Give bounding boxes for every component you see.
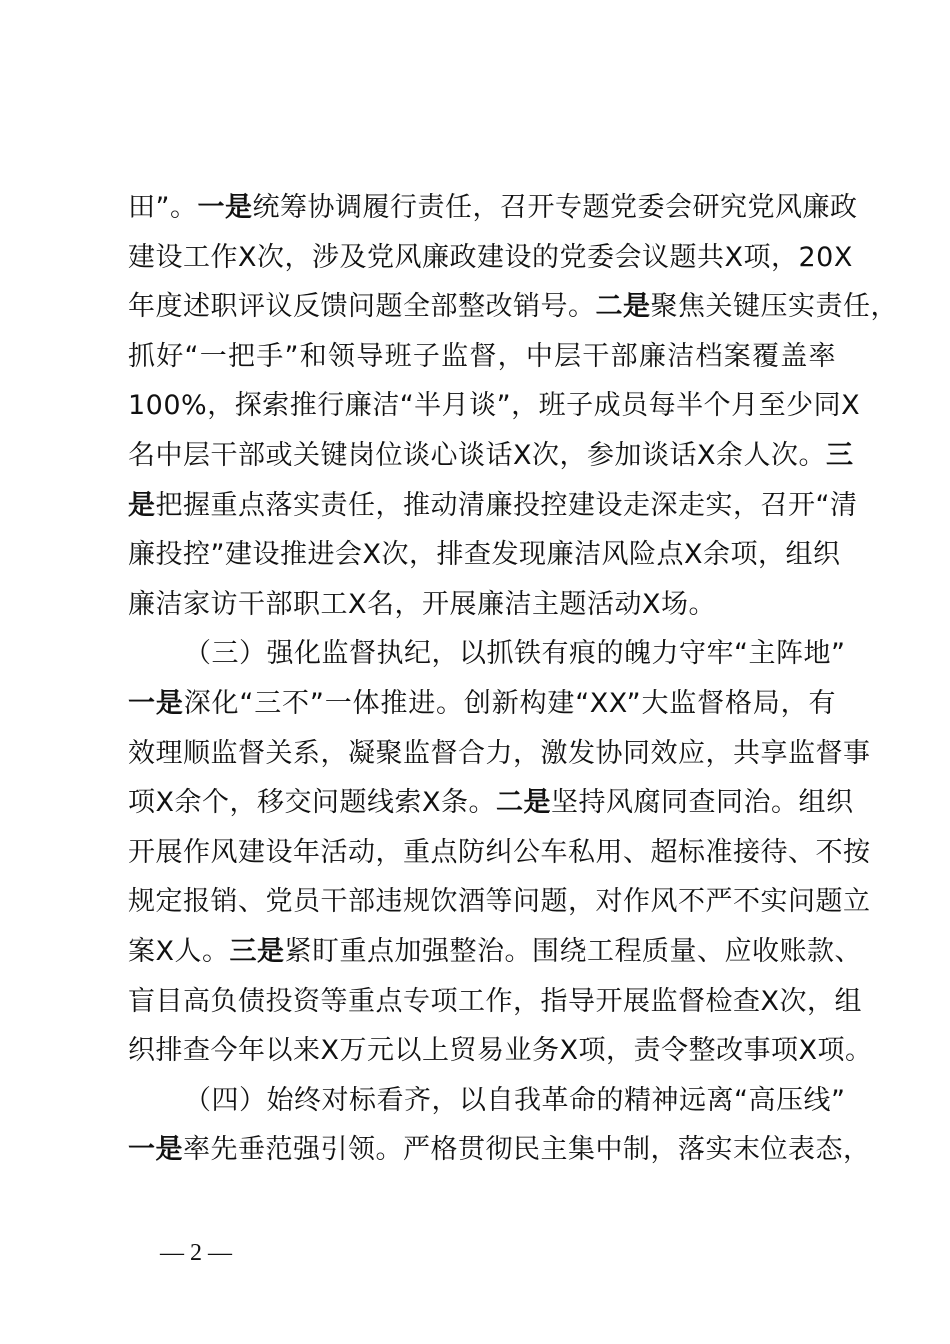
body-line bbox=[128, 783, 854, 823]
text-span: 廉洁家访干部职工X名，开展廉洁主题活动X场。 bbox=[128, 588, 716, 620]
text-span: 案X人。 bbox=[128, 936, 230, 967]
text-span: 聚焦关键压实责任， bbox=[650, 291, 898, 323]
emphasis-text: 是 bbox=[128, 489, 156, 521]
text-span: 建设工作X次，涉及党风廉政建设的党委会议题共X项，20X bbox=[128, 241, 853, 273]
text-span: 盲目高负债投资等重点专项工作，指导开展监督检查X次，组 bbox=[128, 985, 862, 1017]
body-line bbox=[128, 734, 871, 774]
text-span: （三）强化监督执纪，以抓铁有痕的魄力守牢“主阵地” bbox=[184, 638, 846, 670]
body-line bbox=[128, 287, 898, 327]
body-line bbox=[128, 684, 836, 724]
text-span: （四）始终对标看齐，以自我革命的精神远离“高压线” bbox=[184, 1084, 846, 1116]
emphasis-text: 一是 bbox=[128, 688, 184, 719]
text-span: 廉投控”建设推进会X次，排查发现廉洁风险点X余项，组织 bbox=[128, 539, 841, 571]
body-line bbox=[128, 486, 858, 526]
body-line bbox=[128, 238, 853, 278]
text-span: 把握重点落实责任，推动清廉投控建设走深走实，召开“清 bbox=[155, 489, 858, 521]
text-span: 规定报销、党员干部违规饮酒等问题，对作风不严不实问题立 bbox=[128, 886, 871, 918]
page-number: — 2 — bbox=[160, 1240, 232, 1266]
text-span: 深化“三不”一体推进。创新构建“XX”大监督格局，有 bbox=[183, 688, 836, 719]
text-span: 100%，探索推行廉洁“半月谈”，班子成员每半个月至少同X bbox=[128, 390, 861, 422]
body-line bbox=[128, 436, 854, 476]
text-span: 开展作风建设年活动，重点防纠公车私用、超标准接待、不按 bbox=[128, 836, 871, 868]
text-span: 田”。 bbox=[128, 192, 198, 223]
text-span: 坚持风腐同查同治。组织 bbox=[551, 787, 854, 819]
text-span: 年度述职评议反馈问题全部整改销号。 bbox=[128, 291, 596, 323]
body-line bbox=[128, 882, 871, 922]
body-line bbox=[128, 932, 862, 972]
text-span: 名中层干部或关键岗位谈心谈话X次，参加谈话X余人次。 bbox=[128, 440, 826, 471]
text-span: 项X余个，移交问题线索X条。 bbox=[128, 787, 496, 819]
body-line bbox=[128, 386, 861, 426]
emphasis-text: 二是 bbox=[496, 787, 551, 819]
section-heading bbox=[184, 1081, 846, 1121]
text-span: 紧盯重点加强整治。围绕工程质量、应收账款、 bbox=[284, 936, 862, 967]
body-line bbox=[128, 982, 862, 1022]
body-line bbox=[128, 1130, 871, 1170]
body-line bbox=[128, 833, 871, 873]
body-line bbox=[128, 188, 858, 228]
text-span: 效理顺监督关系，凝聚监督合力，激发协同效应，共享监督事 bbox=[128, 737, 871, 769]
emphasis-text: 三是 bbox=[229, 936, 285, 967]
emphasis-text: 三 bbox=[826, 440, 854, 471]
text-span: 抓好“一把手”和领导班子监督，中层干部廉洁档案覆盖率 bbox=[128, 340, 836, 372]
text-span: 统筹协调履行责任，召开专题党委会研究党风廉政 bbox=[252, 192, 858, 223]
body-line bbox=[128, 535, 841, 575]
section-heading bbox=[184, 634, 846, 674]
emphasis-text: 一是 bbox=[197, 192, 253, 223]
body-line bbox=[128, 1031, 873, 1071]
emphasis-text: 二是 bbox=[595, 291, 651, 323]
emphasis-text: 一是 bbox=[128, 1134, 183, 1166]
text-span: 织排查今年以来X万元以上贸易业务X项，责令整改事项X项。 bbox=[128, 1035, 873, 1067]
body-line bbox=[128, 585, 836, 625]
text-span: 率先垂范强引领。严格贯彻民主集中制，落实末位表态， bbox=[183, 1134, 871, 1166]
body-line bbox=[128, 337, 836, 377]
